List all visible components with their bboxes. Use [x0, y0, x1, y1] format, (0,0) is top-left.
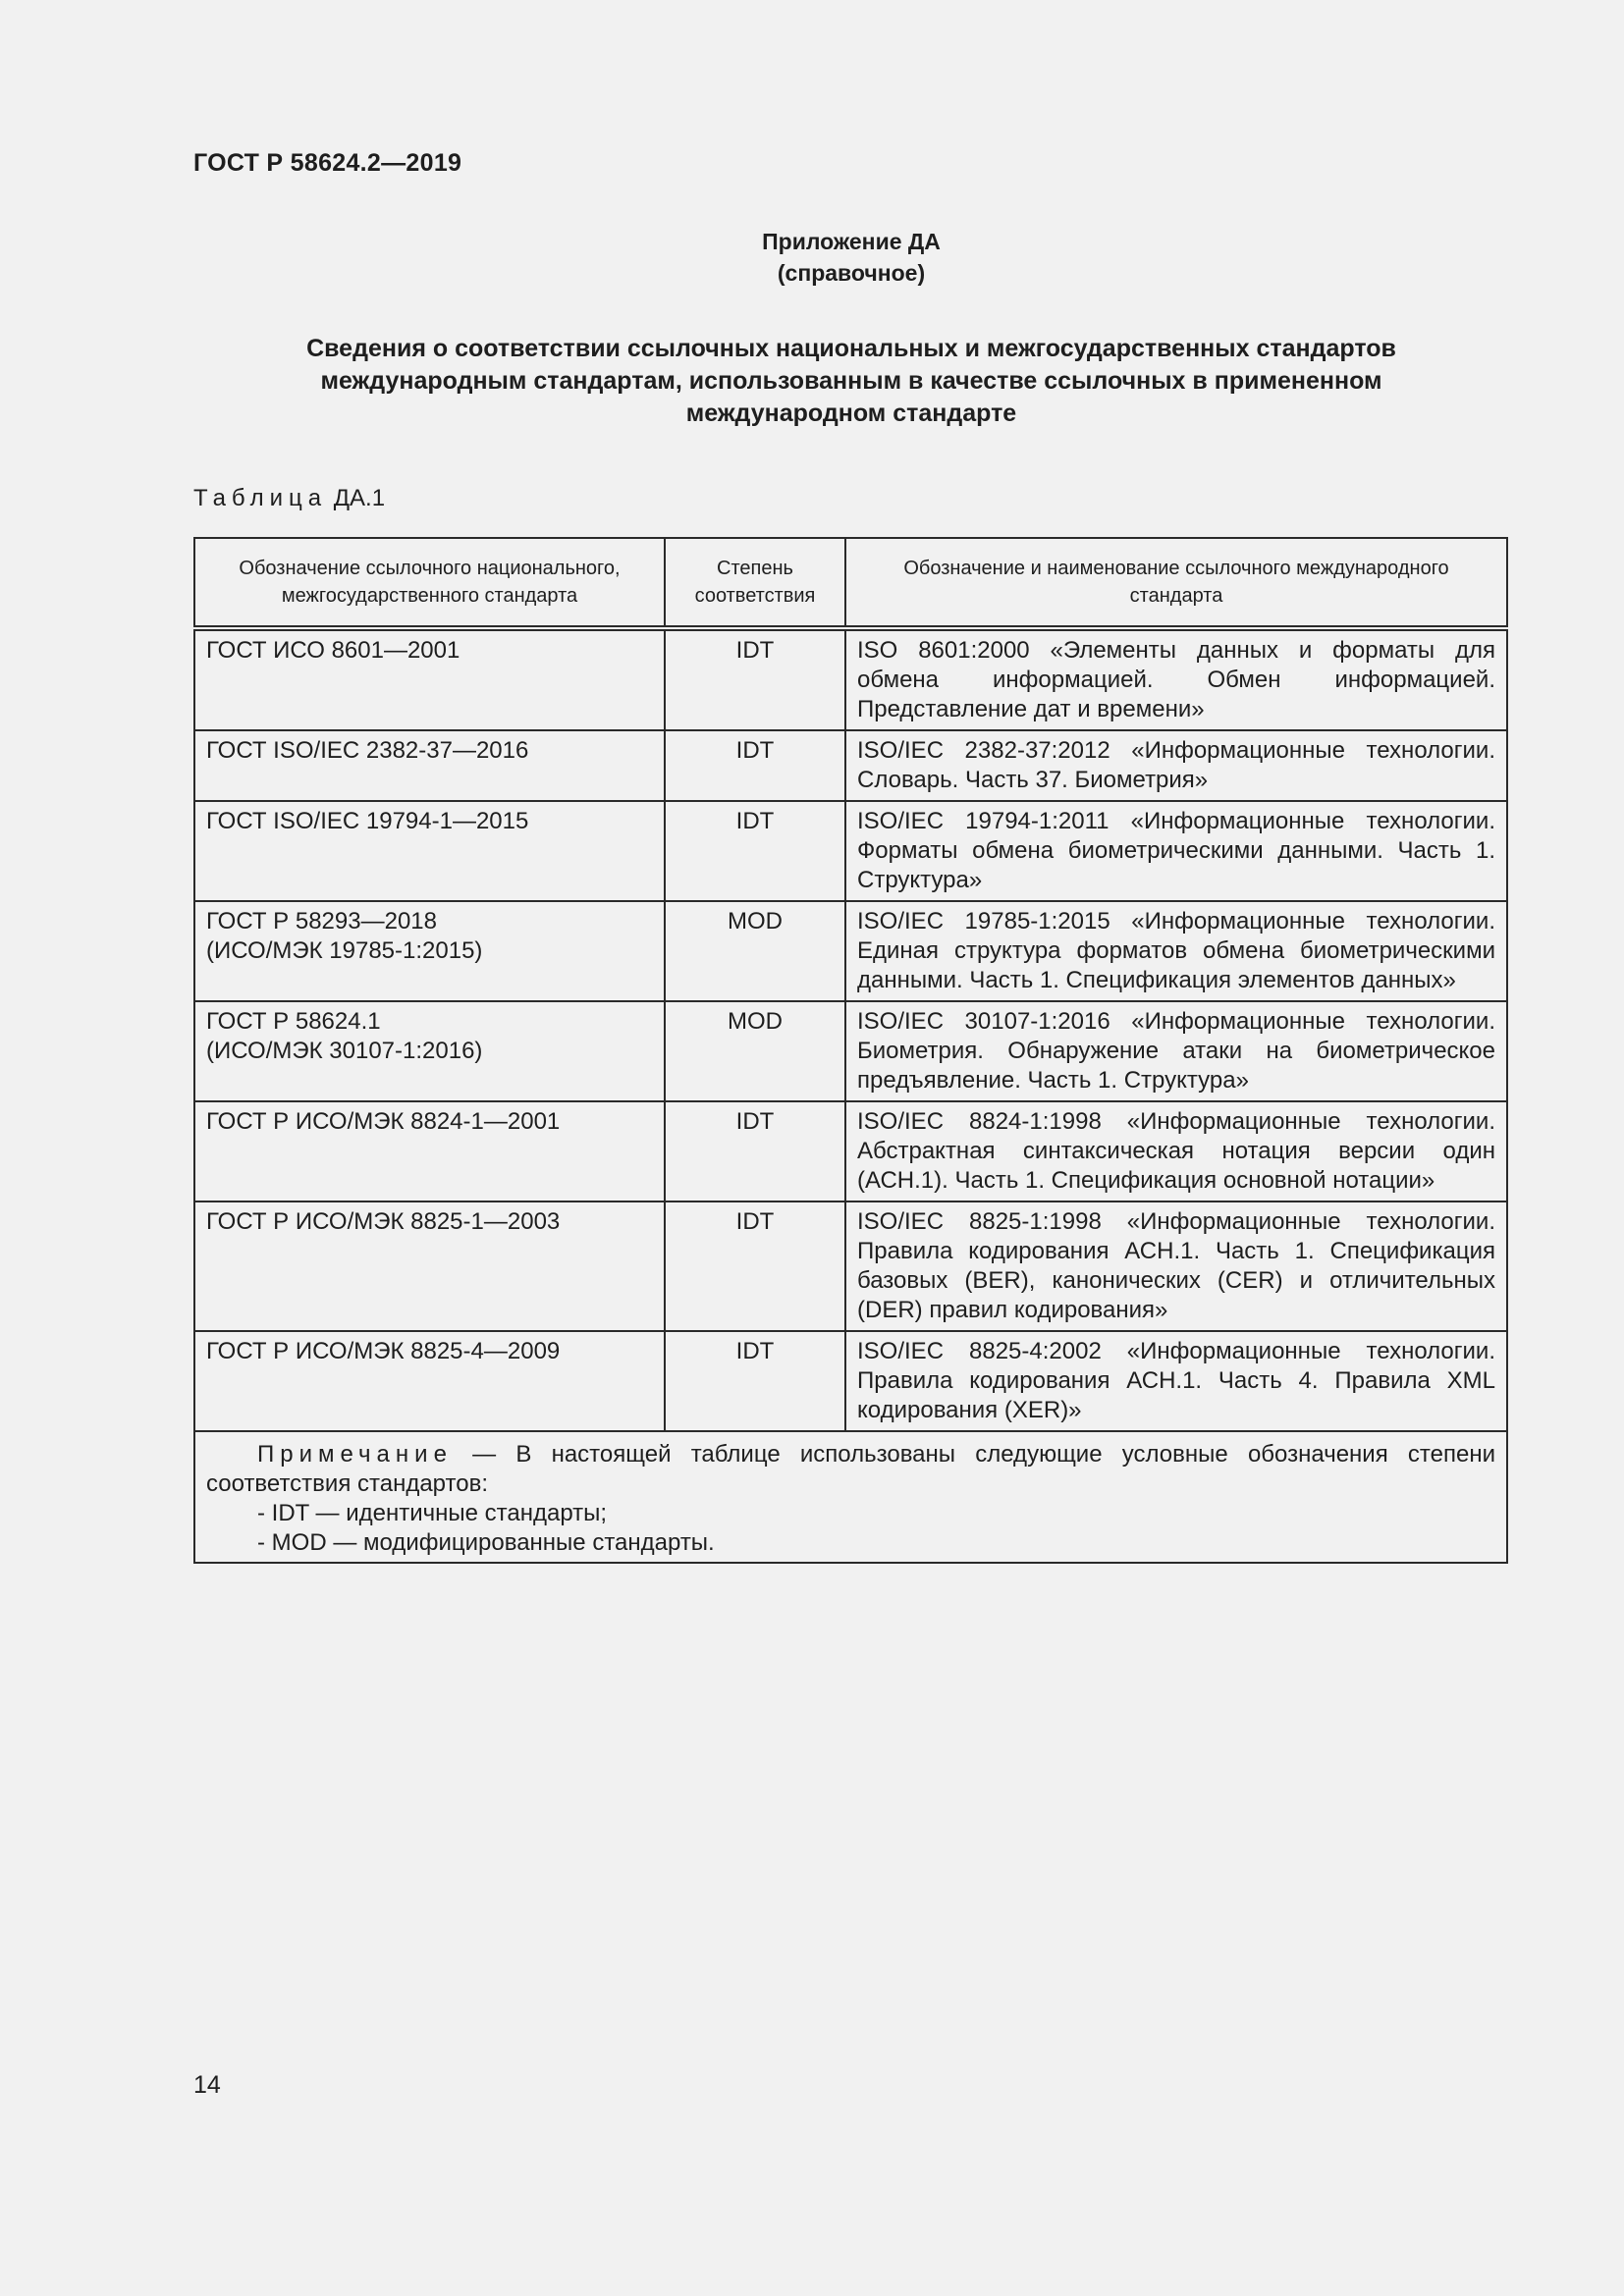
degree-cell: IDT — [665, 628, 845, 730]
degree-cell: IDT — [665, 1101, 845, 1201]
table-note-row — [194, 1431, 1507, 1563]
national-standard-cell: ГОСТ ISO/IEC 19794-1—2015 — [194, 801, 665, 901]
international-standard-cell: ISO/IEC 30107-1:2016 «Информационные технологии. Биометрия. Обнаружение атаки на биометрическое предъявление. Часть 1. Структура» — [845, 1001, 1507, 1101]
note-text — [206, 1440, 1495, 1499]
section-title — [226, 333, 1477, 430]
table-caption-number: ДА.1 — [333, 485, 386, 511]
national-standard-cell: ГОСТ Р ИСО/МЭК 8825-4—2009 — [194, 1331, 665, 1431]
table-row — [194, 1201, 1507, 1331]
national-standard-cell: ГОСТ ISO/IEC 2382-37—2016 — [194, 730, 665, 801]
table-row — [194, 730, 1507, 801]
appendix-title: Приложение ДА — [762, 229, 941, 254]
international-standard-cell: ISO/IEC 8825-1:1998 «Информационные технологии. Правила кодирования АСН.1. Часть 1. Спецификация базовых (BER), канонических (CER) и отличительных (DER) правил кодирования» — [845, 1201, 1507, 1331]
note-item: - IDT — идентичные стандарты; — [257, 1500, 608, 1526]
table-header-row — [194, 538, 1507, 628]
table-row — [194, 1101, 1507, 1201]
header-degree: Степень соответствия — [665, 538, 845, 628]
header-international-standard: Обозначение и наименование ссылочного международного стандарта — [845, 538, 1507, 628]
table-row — [194, 1001, 1507, 1101]
national-standard-cell: ГОСТ Р ИСО/МЭК 8824-1—2001 — [194, 1101, 665, 1201]
page-number: 14 — [193, 2071, 221, 2099]
note-item: - MOD — модифицированные стандарты. — [257, 1529, 715, 1556]
note-label: Примечание — [257, 1441, 453, 1468]
international-standard-cell: ISO/IEC 2382-37:2012 «Информационные технологии. Словарь. Часть 37. Биометрия» — [845, 730, 1507, 801]
international-standard-cell: ISO/IEC 19785-1:2015 «Информационные технологии. Единая структура форматов обмена биометрическими данными. Часть 1. Спецификация элементов данных» — [845, 901, 1507, 1001]
degree-cell: MOD — [665, 901, 845, 1001]
table-body — [194, 628, 1507, 1431]
references-table — [193, 537, 1508, 1564]
degree-cell: MOD — [665, 1001, 845, 1101]
section-title-line: международным стандартам, использованным в качестве ссылочных в примененном — [320, 367, 1382, 395]
table-row — [194, 1331, 1507, 1431]
national-standard-cell: ГОСТ Р ИСО/МЭК 8825-1—2003 — [194, 1201, 665, 1331]
degree-cell: IDT — [665, 1201, 845, 1331]
national-standard-cell: ГОСТ ИСО 8601—2001 — [194, 628, 665, 730]
table-caption — [193, 485, 385, 512]
national-standard-cell: ГОСТ Р 58624.1 (ИСО/МЭК 30107-1:2016) — [194, 1001, 665, 1101]
international-standard-cell: ISO/IEC 8824-1:1998 «Информационные технологии. Абстрактная синтаксическая нотация версии один (АСН.1). Часть 1. Спецификация основной нотации» — [845, 1101, 1507, 1201]
international-standard-cell: ISO/IEC 19794-1:2011 «Информационные технологии. Форматы обмена биометрическими данными. Часть 1. Структура» — [845, 801, 1507, 901]
degree-cell: IDT — [665, 801, 845, 901]
national-standard-cell: ГОСТ Р 58293—2018 (ИСО/МЭК 19785-1:2015) — [194, 901, 665, 1001]
degree-cell: IDT — [665, 730, 845, 801]
international-standard-cell: ISO 8601:2000 «Элементы данных и форматы для обмена информацией. Обмен информацией. Представление дат и времени» — [845, 628, 1507, 730]
table-row — [194, 901, 1507, 1001]
international-standard-cell: ISO/IEC 8825-4:2002 «Информационные технологии. Правила кодирования АСН.1. Часть 4. Правила XML кодирования (XER)» — [845, 1331, 1507, 1431]
section-title-line: международном стандарте — [685, 400, 1017, 427]
section-title-line: Сведения о соответствии ссылочных национальных и межгосударственных стандартов — [306, 335, 1396, 362]
table-caption-label: Таблица — [193, 485, 328, 511]
appendix-heading — [193, 226, 1509, 289]
table-row — [194, 628, 1507, 730]
document-code: ГОСТ Р 58624.2—2019 — [193, 149, 462, 177]
header-national-standard: Обозначение ссылочного национального, межгосударственного стандарта — [194, 538, 665, 628]
appendix-subtitle: (справочное) — [777, 260, 926, 286]
table-note — [194, 1431, 1507, 1563]
table-row — [194, 801, 1507, 901]
note-body: — В настоящей таблице использованы следующие условные обозначения степени соответствия стандартов: — [206, 1441, 1495, 1497]
degree-cell: IDT — [665, 1331, 845, 1431]
